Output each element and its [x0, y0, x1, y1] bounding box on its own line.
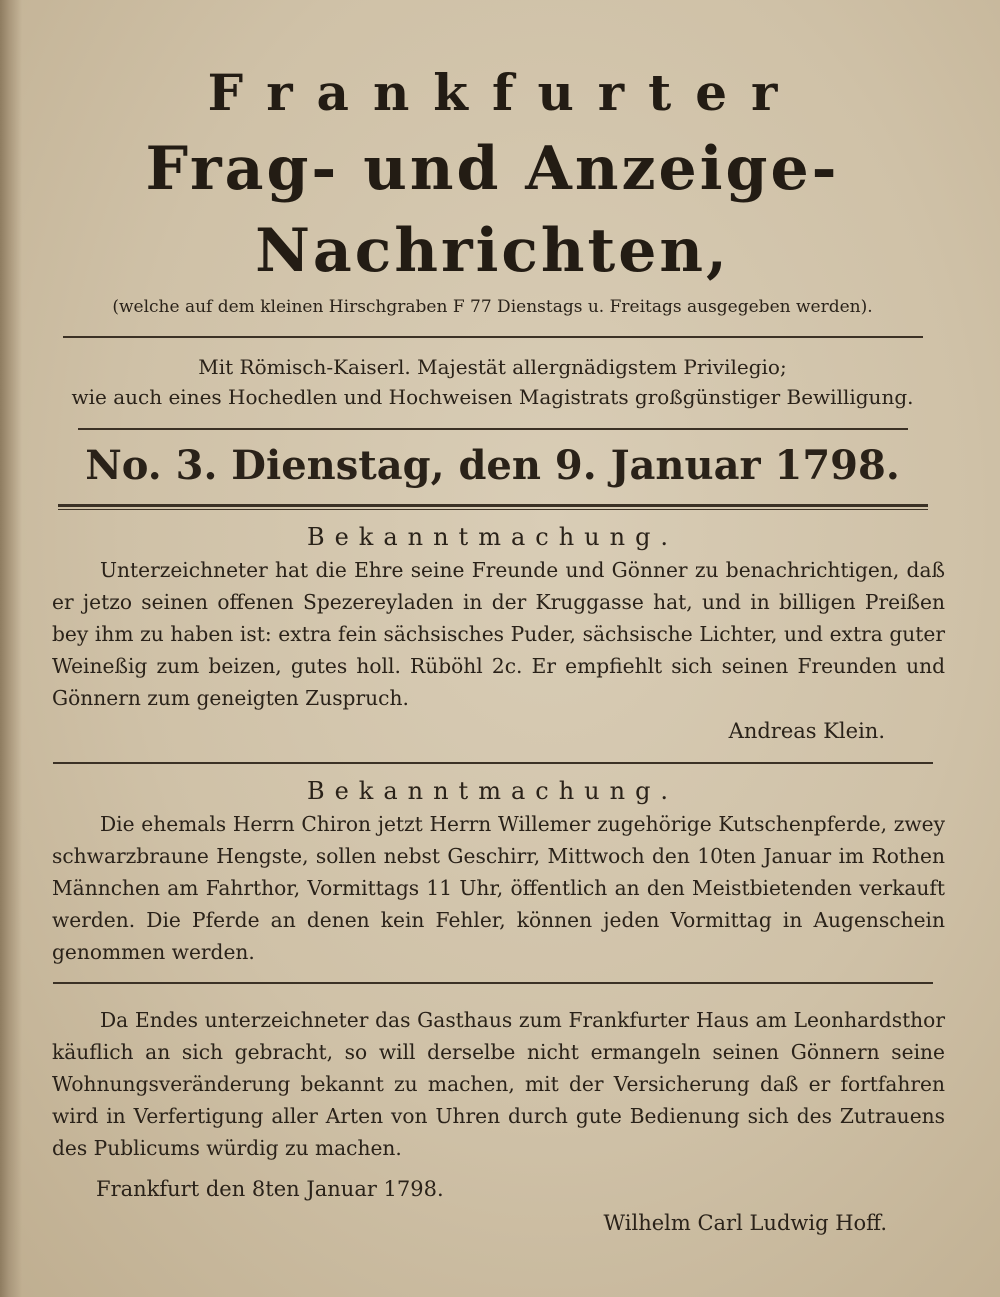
divider-rule: [53, 762, 933, 764]
binding-shadow: [0, 0, 22, 1297]
privilege-line2: wie auch eines Hochedlen und Hochweisen Magistrats großgünstiger Bewilligung.: [71, 385, 914, 409]
notice-body: [40, 1004, 945, 1164]
masthead-title-line2: Frag- und Anzeige-Nachrichten,: [145, 134, 840, 286]
privilege-line1: Mit Römisch-Kaiserl. Majestät allergnädigstem Privilegio;: [198, 355, 787, 379]
notice-text: Die ehemals Herrn Chiron jetzt Herrn Willemer zugehörige Kutschenpferde, zwey schwarzbraune Hengste, sollen nebst Geschirr, Mittwoch den 10ten Januar im Rothen Männchen am Fahrthor, Vormittags 11 Uhr, öffentlich an den Meistbietenden verkauft werden. Die Pferde an denen kein Fehler, können jeden Vormittag in Augenschein genommen werden.: [52, 812, 945, 964]
notice-heading: Bekanntmachung.: [306, 777, 679, 805]
notice-body: [40, 808, 945, 968]
notice-signature: Andreas Klein.: [728, 719, 885, 743]
notice-body: [40, 554, 945, 714]
notice-heading: Bekanntmachung.: [306, 523, 679, 551]
divider-rule: [63, 336, 923, 338]
double-rule: [58, 504, 928, 510]
divider-rule: [78, 428, 908, 430]
divider-rule: [53, 982, 933, 984]
masthead-subtitle: (welche auf dem kleinen Hirschgraben F 77 Dienstags u. Freitags ausgegeben werden).: [112, 297, 873, 317]
masthead-title-line1: Frankfurter: [207, 63, 802, 122]
issue-line: No. 3. Dienstag, den 9. Januar 1798.: [85, 442, 900, 489]
page-content: [40, 58, 945, 1240]
notice-signature: Wilhelm Carl Ludwig Hoff.: [603, 1211, 887, 1235]
notice-text: Da Endes unterzeichneter das Gasthaus zum Frankfurter Haus am Leonhardsthor käuflich an sich gebracht, so will derselbe nicht ermangeln seinen Gönnern seine Wohnungsveränderung bekannt zu machen, mit der Versicherung daß er fortfahren wird in Verfertigung aller Arten von Uhren durch gute Bedienung sich des Zutrauens des Publicums würdig zu machen.: [52, 1008, 945, 1160]
notice-date-line: Frankfurt den 8ten Januar 1798.: [96, 1177, 444, 1201]
notice-text: Unterzeichneter hat die Ehre seine Freunde und Gönner zu benachrichtigen, daß er jetzo seinen offenen Spezereyladen in der Kruggasse hat, und in billigen Preißen bey ihm zu haben ist: extra fein sächsisches Puder, sächsische Lichter, und extra guter Weineßig zum beizen, gutes holl. Rüböhl 2c. Er empfiehlt sich seinen Freunden und Gönnern zum geneigten Zuspruch.: [52, 558, 945, 710]
